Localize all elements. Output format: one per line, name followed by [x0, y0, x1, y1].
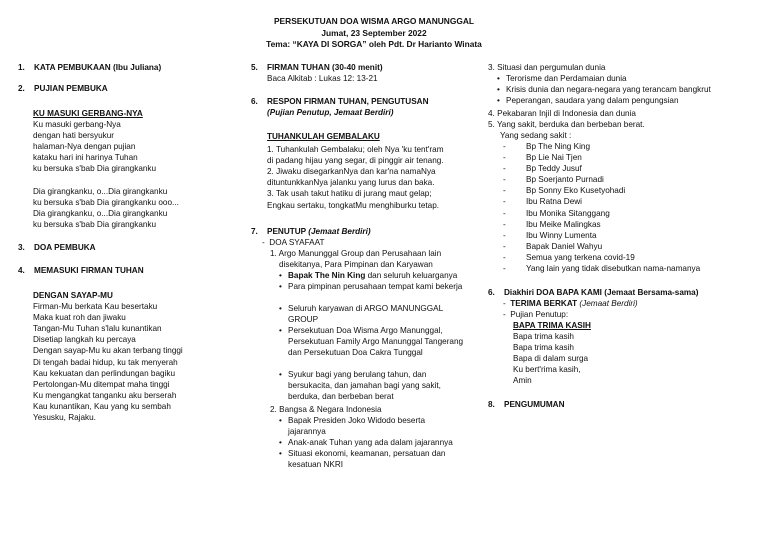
song-title: BAPA TRIMA KASIH [513, 321, 591, 330]
prayer-bullet: • Seluruh karyawan di ARGO MANUNGGAL GROUP [279, 303, 465, 325]
song-line: halaman-Nya dengan pujian [33, 142, 136, 152]
song-line: ku bersuka s'bab Dia girangkanku [33, 219, 157, 229]
sick-person: - Bp The Ning King [500, 141, 700, 152]
prayer-bullet: • Syukur bagi yang berulang tahun, dan bersukacita, dan jamahan bagi yang sakit, berduka, dan berbeban berat [279, 369, 465, 402]
song-line: Kau kunantikan, Kau yang ku sembah [33, 401, 171, 411]
song-line: Dengan sayap-Mu ku akan terbang tinggi [33, 346, 183, 356]
song-title: KU MASUKI GERBANG-NYA [33, 109, 143, 118]
sick-list [500, 141, 700, 274]
song-line: Dia girangkanku, o...Dia girangkanku [33, 208, 168, 218]
sick-person: - Ibu Meike Malingkas [500, 219, 700, 230]
doa-syafaat-heading: - DOA SYAFAAT [262, 238, 325, 247]
song-line: Bapa trima kasih [513, 343, 574, 353]
song-ku-masuki [33, 108, 179, 230]
doc-date: Jumat, 23 September 2022 [321, 28, 427, 38]
song-line: ku bersuka s'bab Dia girangkanku [33, 164, 157, 174]
song-line: Pertolongan-Mu ditempat maha tinggi [33, 379, 170, 389]
sick-person: - Bp Sonny Eko Kusetyohadi [500, 185, 700, 196]
song-line: dengan hati bersyukur [33, 131, 115, 141]
prayer-bullet: • Terorisme dan Perdamaian dunia [497, 73, 711, 84]
prayer-bullet: • Persekutuan Doa Wisma Argo Manunggal, Persekutuan Family Argo Manunggal Tangerang dan Persekutuan Doa Cakra Tunggal [279, 325, 465, 369]
song-line: Ku mengangkat tanganku aku berserah [33, 390, 177, 400]
song-line: Yesusku, Rajaku. [33, 413, 96, 423]
sick-person: - Semua yang terkena covid-19 [500, 252, 700, 263]
song-dengan-sayap [33, 290, 183, 423]
song-line: Ku masuki gerbang-Nya [33, 120, 121, 130]
song-line: dituntunkkanNya jalanku yang lurus dan baka. [267, 178, 435, 188]
section-4: 4. MEMASUKI FIRMAN TUHAN [18, 266, 144, 275]
prayer-line: 1. Argo Manunggal Group dan Perusahaan lain [270, 249, 442, 258]
song-line: 3. Tak usah takut hatiku di jurang maut gelap; [267, 189, 432, 199]
song-line: Amin [513, 376, 532, 386]
prayer-bullet: • Para pimpinan perusahaan tempat kami bekerja [279, 281, 465, 303]
section-1: 1. KATA PEMBUKAAN (Ibu Juliana) [18, 63, 162, 72]
song-line: Tangan-Mu Tuhan s'lalu kunantikan [33, 324, 162, 334]
pujian-penutup: - Pujian Penutup: [503, 310, 569, 319]
song-line: Di tengah badai hidup, ku tak menyerah [33, 357, 178, 367]
song-line: 1. Tuhankulah Gembalaku; oleh Nya 'ku tent'ram [267, 145, 444, 155]
prayer-bullet: • Anak-anak Tuhan yang ada dalam jajarannya [279, 437, 459, 448]
prayer-bullet: • Bapak Presiden Joko Widodo beserta jajarannya [279, 415, 459, 437]
song-line: kataku hari ini harinya Tuhan [33, 153, 138, 163]
doc-theme: Tema: “KAYA DI SORGA” oleh Pdt. Dr Harianto Winata [266, 39, 482, 49]
sick-person: - Bp Lie Nai Tjen [500, 152, 700, 163]
song-line: 2. Jiwaku disegarkanNya dan kar'na namaNya [267, 167, 436, 177]
prayer-bullet: • Situasi ekonomi, keamanan, persatuan dan kesatuan NKRI [279, 448, 459, 470]
song-line: Bapa di dalam surga [513, 354, 589, 364]
section-6-subtitle: (Pujian Penutup, Jemaat Berdiri) [267, 108, 394, 117]
section-6b: 6. Diakhiri DOA BAPA KAMI (Jemaat Bersama-sama) [488, 288, 699, 297]
sick-person: - Bp Teddy Jusuf [500, 163, 700, 174]
prayer-item-1 [270, 248, 470, 270]
prayer-bullet: • Bapak The Nin King dan seluruh keluarganya [279, 270, 465, 281]
song-bapa-trima-kasih [513, 320, 591, 387]
prayer-item-1-bullets [279, 270, 465, 402]
prayer-item-4: 4. Pekabaran Injil di Indonesia dan dunia [488, 109, 636, 118]
prayer-bullet: • Peperangan, saudara yang dalam pengungsian [497, 95, 711, 106]
prayer-item-3: 3. Situasi dan pergumulan dunia [488, 63, 606, 72]
song-line: Disetiap langkah ku percaya [33, 335, 136, 345]
song-line: Bapa trima kasih [513, 332, 574, 342]
section-5: 5. FIRMAN TUHAN (30-40 menit) [251, 63, 383, 72]
prayer-line: disekitanya, Para Pimpinan dan Karyawan [279, 260, 433, 270]
song-line: Firman-Mu berkata Kau besertaku [33, 302, 158, 312]
song-line: di padang hijau yang segar, di pinggir air tenang. [267, 156, 444, 166]
prayer-item-2-bullets [279, 415, 459, 470]
sick-person: - Ibu Ratna Dewi [500, 196, 700, 207]
section-6: 6. RESPON FIRMAN TUHAN, PENGUTUSAN [251, 97, 429, 106]
terima-berkat: - TERIMA BERKAT (Jemaat Berdiri) [503, 299, 638, 308]
section-2: 2. PUJIAN PEMBUKA [18, 84, 108, 93]
sick-person: - Ibu Monika Sitanggang [500, 208, 700, 219]
prayer-item-5: 5. Yang sakit, berduka dan berbeban berat. [488, 120, 645, 129]
sick-person: - Bp Soerjanto Purnadi [500, 174, 700, 185]
song-line: Engkau sertaku, tongkatMu menghiburku tetap. [267, 200, 440, 210]
song-tuhankulah [267, 131, 444, 211]
sick-intro: Yang sedang sakit : [500, 131, 572, 140]
prayer-bullet: • Krisis dunia dan negara-negara yang terancam bangkrut [497, 84, 711, 95]
song-title: TUHANKULAH GEMBALAKU [267, 132, 380, 141]
sick-person: - Ibu Winny Lumenta [500, 230, 700, 241]
prayer-item-2: 2. Bangsa & Negara Indonesia [270, 405, 382, 414]
song-line: Maka kuat roh dan jiwaku [33, 313, 126, 323]
prayer-item-3-bullets [497, 73, 711, 106]
doc-title: PERSEKUTUAN DOA WISMA ARGO MANUNGGAL [273, 16, 475, 26]
song-line: Kau kekuatan dan perlindungan bagiku [33, 368, 176, 378]
song-line: Ku bert'rima kasih, [513, 365, 581, 375]
sick-person: - Bapak Daniel Wahyu [500, 241, 700, 252]
section-3: 3. DOA PEMBUKA [18, 243, 96, 252]
section-8: 8. PENGUMUMAN [488, 400, 565, 409]
song-line: ku bersuka s'bab Dia girangkanku ooo... [33, 197, 179, 207]
bible-reading: Baca Alkitab : Lukas 12: 13-21 [267, 74, 378, 83]
sick-person: - Yang lain yang tidak disebutkan nama-namanya [500, 263, 700, 274]
section-7: 7. PENUTUP (Jemaat Berdiri) [251, 227, 371, 236]
song-title: DENGAN SAYAP-MU [33, 291, 113, 300]
song-line: Dia girangkanku, o...Dia girangkanku [33, 186, 168, 196]
song-line [33, 175, 179, 186]
